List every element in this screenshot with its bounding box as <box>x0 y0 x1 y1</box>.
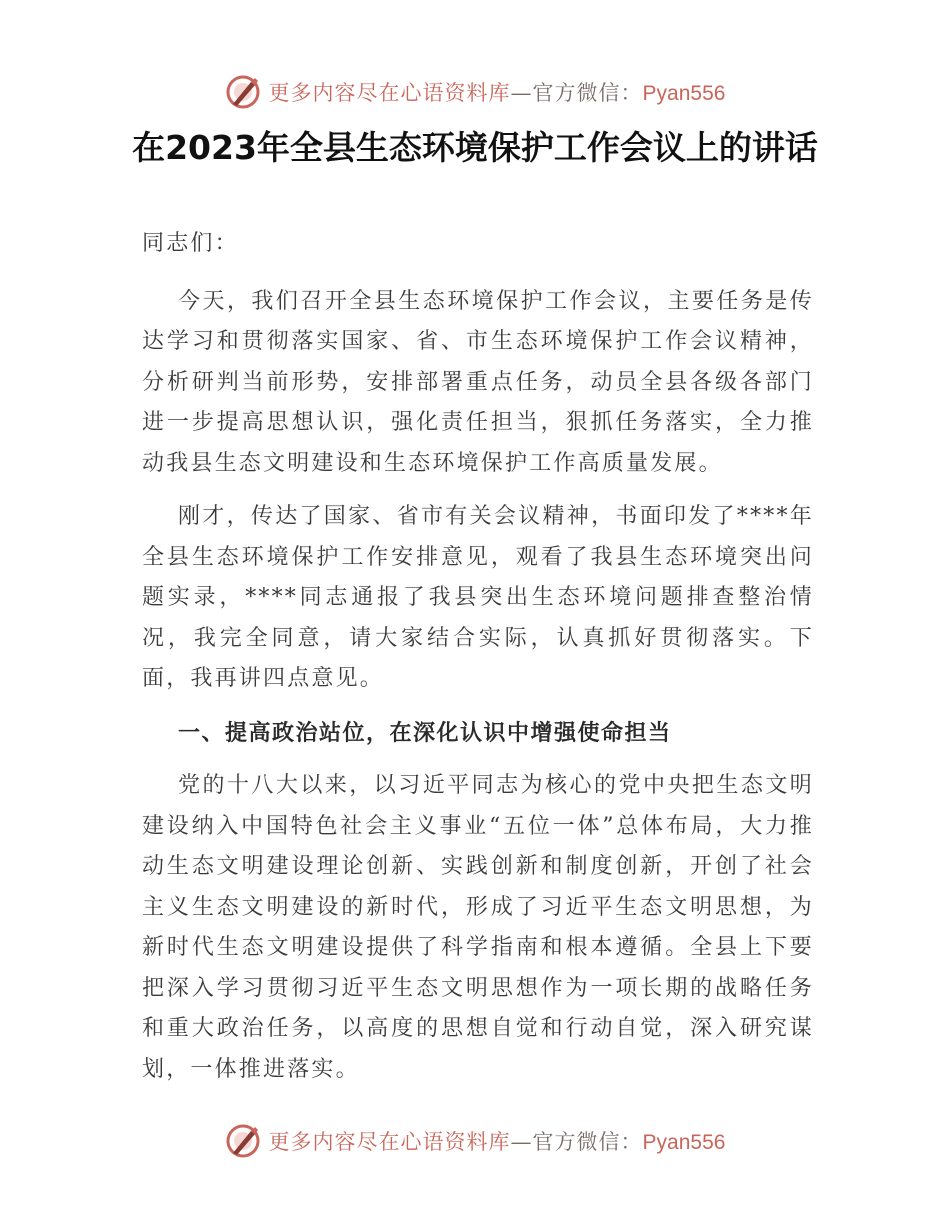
pen-seal-logo-icon <box>225 1123 261 1159</box>
banner-wechat-id: Pyan556 <box>642 82 726 105</box>
banner-wechat-label: 官方微信： <box>532 1130 643 1154</box>
banner-dash: — <box>510 1130 533 1154</box>
section-heading: 一、提高政治站位，在深化认识中增强使命担当 <box>178 719 672 746</box>
pen-seal-logo-icon <box>225 74 261 110</box>
banner-dash: — <box>510 81 533 105</box>
banner-slogan: 更多内容尽在心语资料库 <box>268 1130 511 1154</box>
salutation: 同志们： <box>142 231 239 256</box>
document-body <box>142 224 814 1090</box>
banner-wechat-label: 官方微信： <box>532 81 643 105</box>
document-title: 在2023年全县生态环境保护工作会议上的讲话 <box>132 128 818 167</box>
footer-banner <box>0 1121 950 1161</box>
banner-slogan: 更多内容尽在心语资料库 <box>268 81 511 105</box>
paragraph: 刚才，传达了国家、省市有关会议精神，书面印发了****年全县生态环境保护工作安排意见，观看了我县生态环境突出问题实录，****同志通报了我县突出生态环境问题排查整治情况，我完全同意，请大家结合实际，认真抓好贯彻落实。下面，我再讲四点意见。 <box>142 504 814 691</box>
header-banner <box>0 72 950 112</box>
paragraph: 党的十八大以来，以习近平同志为核心的党中央把生态文明建设纳入中国特色社会主义事业“五位一体”总体布局，大力推动生态文明建设理论创新、实践创新和制度创新，开创了社会主义生态文明建设的新时代，形成了习近平生态文明思想，为新时代生态文明建设提供了科学指南和根本遵循。全县上下要把深入学习贯彻习近平生态文明思想作为一项长期的战略任务和重大政治任务，以高度的思想自觉和行动自觉，深入研究谋划，一体推进落实。 <box>142 773 814 1082</box>
banner-text <box>269 1126 726 1156</box>
banner-wechat-id: Pyan556 <box>642 1131 726 1154</box>
banner-text <box>269 77 726 107</box>
paragraph: 今天，我们召开全县生态环境保护工作会议，主要任务是传达学习和贯彻落实国家、省、市生态环境保护工作会议精神，分析研判当前形势，安排部署重点任务，动员全县各级各部门进一步提高思想认识，强化责任担当，狠抓任务落实，全力推动我县生态文明建设和生态环境保护工作高质量发展。 <box>142 288 814 476</box>
